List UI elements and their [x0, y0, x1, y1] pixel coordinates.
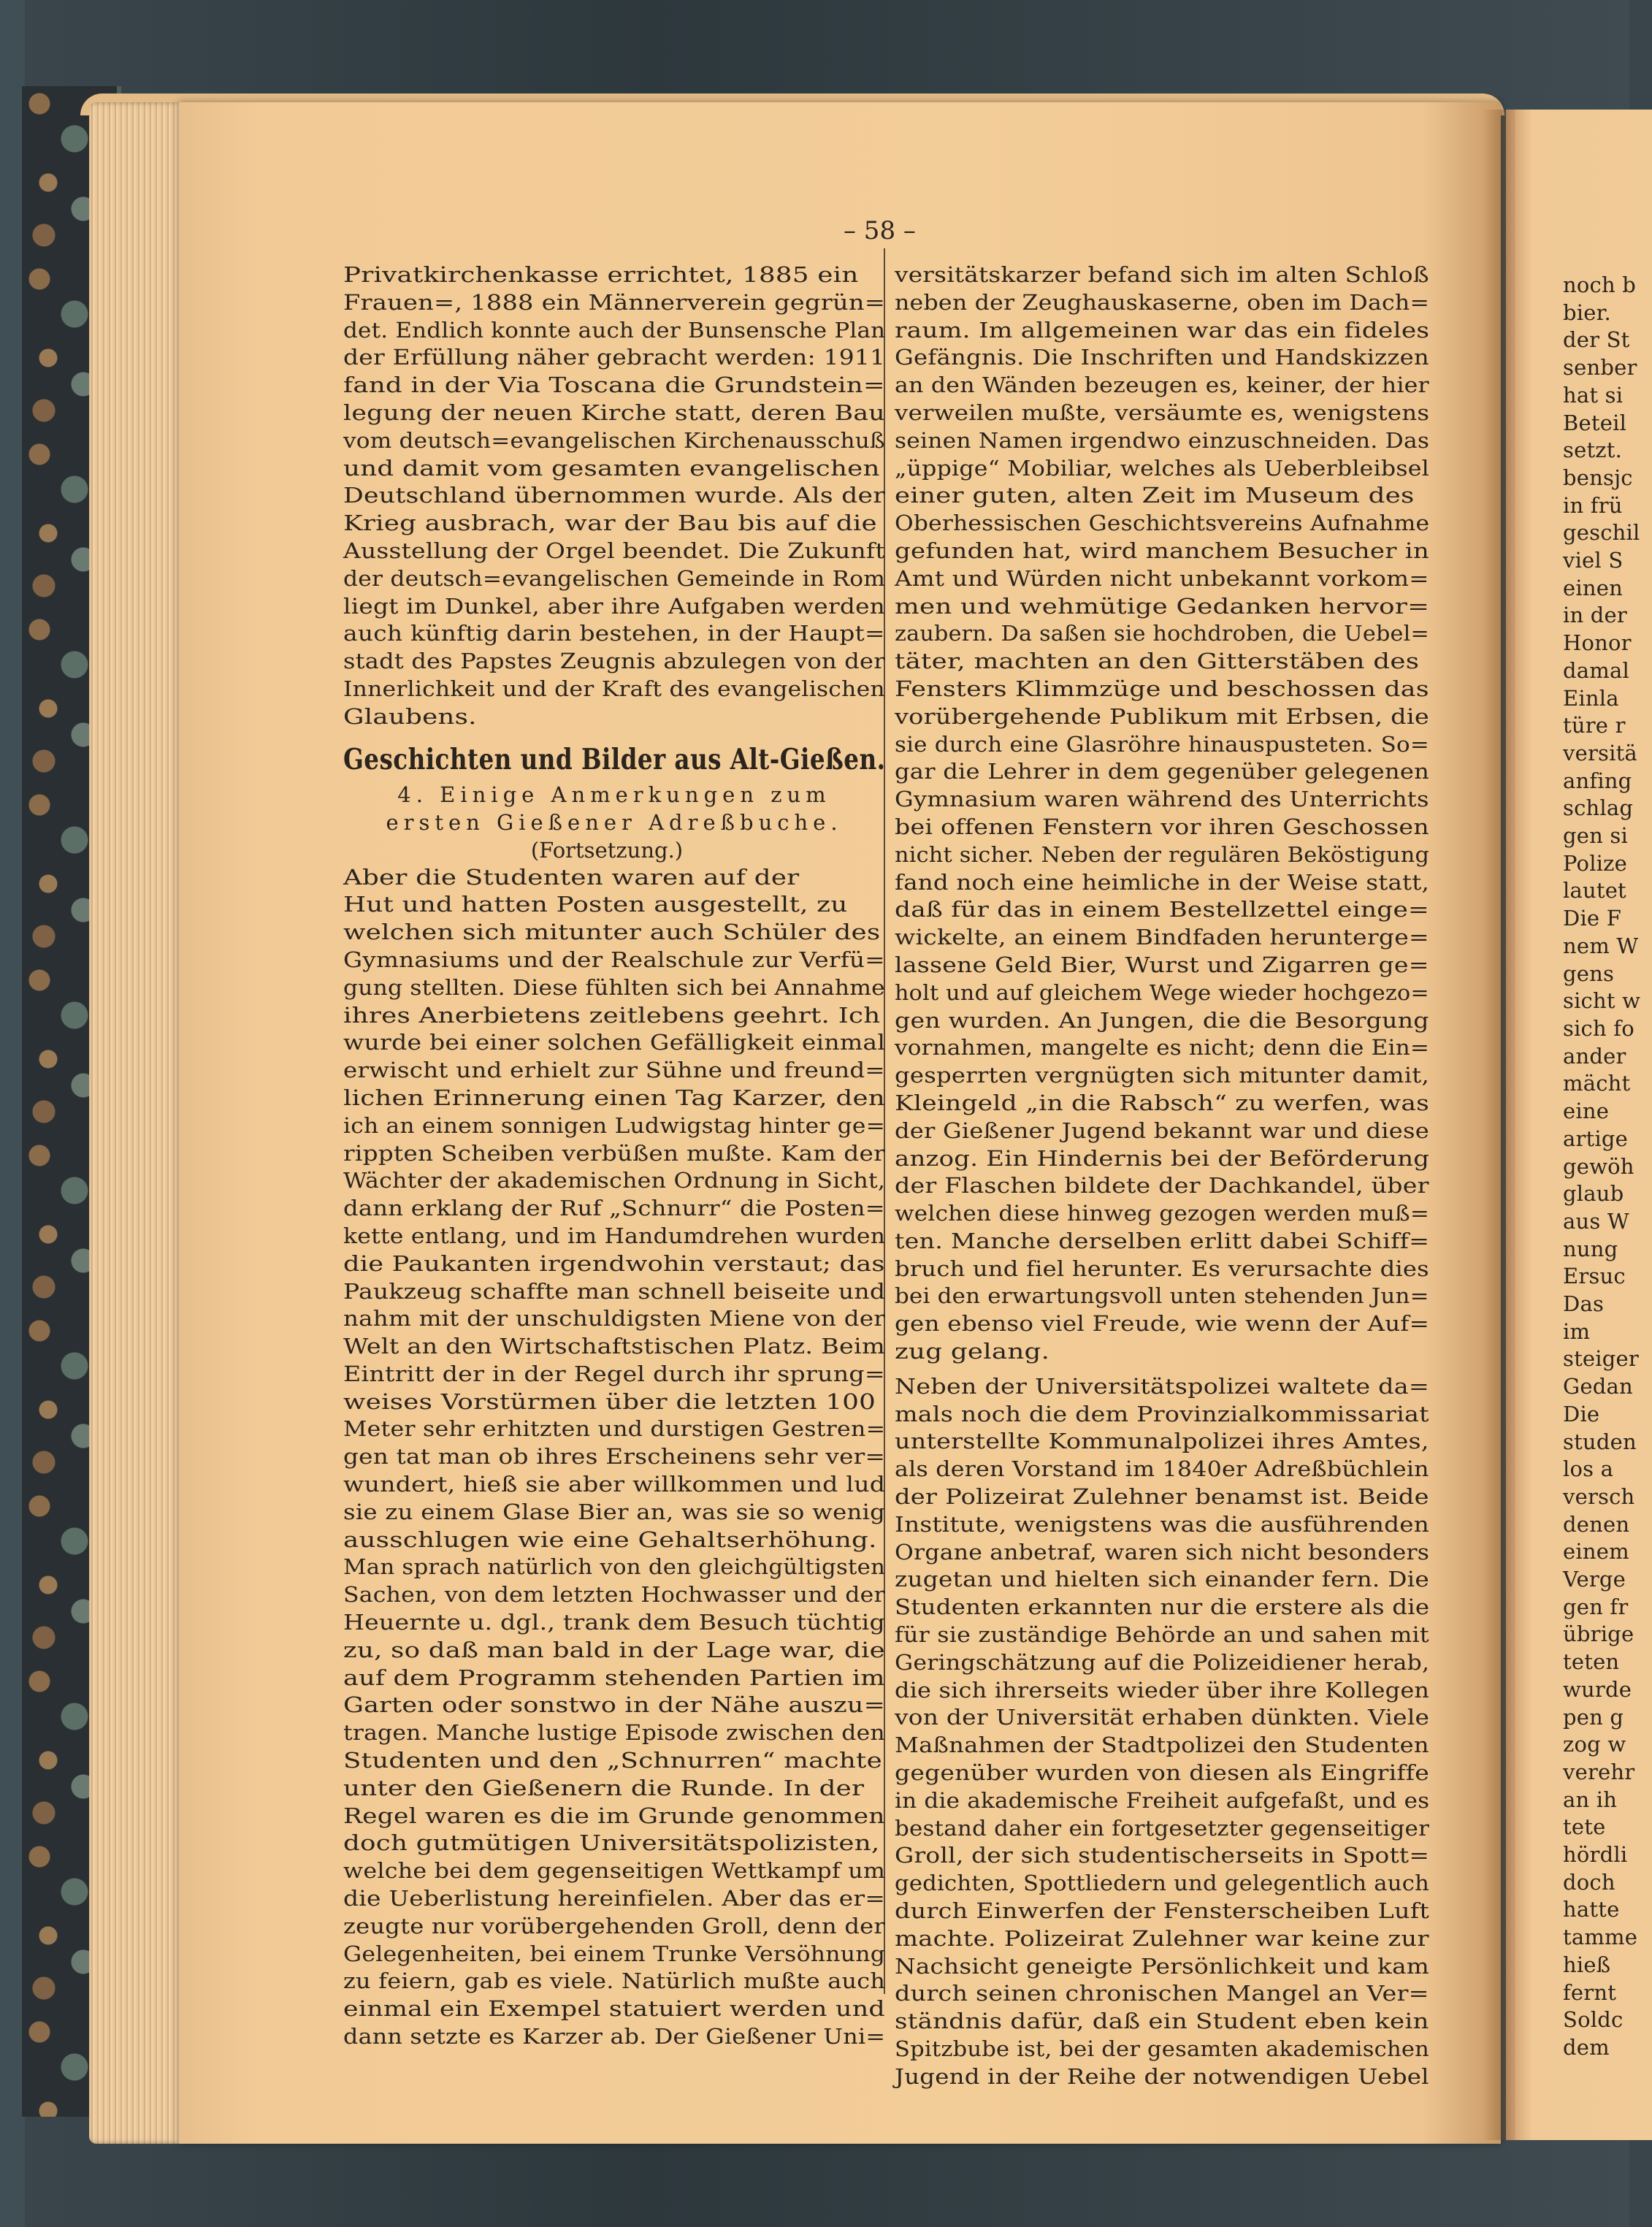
text-line: Spitzbube ist, bei der gesamten akademischen [895, 2037, 1429, 2061]
text-line: gen fr [1563, 1594, 1629, 1619]
text-line: bestand daher ein fortgesetzter gegenseitiger [895, 1816, 1430, 1841]
text-line: lassene Geld Bier, Wurst und Zigarren ge= [895, 952, 1429, 977]
text-line: nung [1563, 1236, 1618, 1261]
text-line: Organe anbetraf, waren sich nicht besonders [895, 1540, 1430, 1565]
text-line: glaub [1563, 1181, 1624, 1207]
text-line: bier. [1563, 299, 1611, 325]
text-line: die Paukanten irgendwohin verstaut; das [343, 1251, 885, 1276]
text-line: aus W [1563, 1208, 1629, 1234]
text-line: sie zu einem Glase Bier an, was sie so wenig [343, 1500, 886, 1524]
text-line: Verge [1563, 1567, 1626, 1592]
text-line: gewöh [1563, 1153, 1634, 1179]
text-line: wurde bei einer solchen Gefälligkeit einmal [343, 1031, 886, 1055]
text-line: verweilen mußte, versäumte es, wenigstens [895, 400, 1430, 425]
text-line: Gelegenheiten, bei einem Trunke Versöhnung [343, 1941, 886, 1966]
text-line: Jugend in der Reihe der notwendigen Uebel [895, 2064, 1429, 2089]
text-line: Deutschland übernommen wurde. Als der [343, 484, 886, 508]
text-line: welche bei dem gegenseitigen Wettkampf um [343, 1859, 886, 1884]
text-line: daß für das in einem Bestellzettel einge= [895, 898, 1430, 922]
text-line: welchen sich mitunter auch Schüler des [343, 920, 881, 945]
text-line: gens [1563, 960, 1615, 986]
text-line: Geringschätzung auf die Polizeidiener herab, [895, 1650, 1430, 1675]
text-line: Institute, wenigstens was die ausführenden [895, 1512, 1430, 1537]
text-line: sie durch eine Glasröhre hinauspusteten. So= [895, 732, 1429, 757]
text-line: Groll, der sich studentischerseits in Spott= [895, 1844, 1430, 1868]
middle-column [895, 261, 1429, 2091]
text-line: dann erklang der Ruf „Schnurr“ die Posten= [343, 1196, 885, 1221]
text-line: türe r [1563, 713, 1626, 738]
text-line: in die akademische Freiheit aufgefaßt, und es [895, 1788, 1430, 1813]
text-line: anzog. Ein Hindernis bei der Beförderung [895, 1146, 1430, 1171]
middle-column-text-part-2 [895, 1373, 1429, 2091]
text-line: der Flaschen bildete der Dachkandel, über [895, 1174, 1429, 1199]
text-line: weises Vorstürmen über die letzten 100 [343, 1389, 876, 1414]
text-line: gen wurden. An Jungen, die die Besorgung [895, 1008, 1429, 1033]
text-line: nahm mit der unschuldigsten Miene von der [343, 1307, 886, 1332]
text-line: zug gelang. [895, 1340, 1050, 1364]
text-line: ten. Manche derselben erlitt dabei Schiff= [895, 1229, 1430, 1253]
text-line: Aber die Studenten waren auf der [343, 865, 800, 890]
text-line: zugetan und hielten sich einander fern. Die [895, 1567, 1430, 1592]
text-line: mächt [1563, 1071, 1631, 1096]
page-stack-edges [89, 102, 191, 2144]
text-line: damal [1563, 657, 1629, 683]
text-line: gesperrten vergnügten sich mitunter damit, [895, 1063, 1429, 1088]
text-line: Wächter der akademischen Ordnung in Sicht, [343, 1169, 886, 1193]
text-line: versitätskarzer befand sich im alten Schloß [895, 263, 1429, 287]
text-line: der Gießener Jugend bekannt war und diese [895, 1118, 1429, 1143]
text-line: hieß [1563, 1952, 1611, 1977]
article-subtitle-line-1: 4. Einige Anmerkungen zum [397, 782, 831, 807]
text-line: auch künftig darin bestehen, in der Haupt= [343, 622, 885, 646]
text-line: im [1563, 1318, 1591, 1344]
text-line: durch seinen chronischen Mangel an Ver= [895, 1982, 1429, 2006]
text-line: men und wehmütige Gedanken hervor= [895, 594, 1430, 619]
text-line: zu, so daß man bald in der Lage war, die [343, 1638, 885, 1662]
text-line: gegenüber wurden von diesen als Eingriffe [895, 1761, 1429, 1786]
text-line: zaubern. Da saßen sie hochdroben, die Uebel= [895, 622, 1430, 646]
text-line: einmal ein Exempel statuiert werden und [343, 1997, 885, 2022]
text-line: det. Endlich konnte auch der Bunsensche Plan [343, 318, 886, 343]
right-column-text [1563, 272, 1641, 2062]
text-line: übrige [1563, 1621, 1634, 1647]
text-line: fernt [1563, 1979, 1617, 2005]
page-number: – 58 – [844, 216, 916, 245]
text-line: Ausstellung der Orgel beendet. Die Zukunft [343, 538, 885, 563]
text-line: Polize [1563, 850, 1627, 876]
text-line: Gefängnis. Die Inschriften und Handskizzen [895, 345, 1429, 370]
text-line: lautet [1563, 878, 1626, 904]
text-line: Ersuc [1563, 1264, 1626, 1289]
text-line: Honor [1563, 630, 1632, 656]
text-line: Gymnasiums und der Realschule zur Verfü= [343, 947, 885, 972]
text-line: der St [1563, 327, 1630, 353]
text-line: wurde [1563, 1676, 1632, 1702]
text-line: gefunden hat, wird manchem Besucher in [895, 538, 1430, 563]
text-line: von der Universität erhaben dünkten. Viele [895, 1705, 1430, 1730]
text-line: hatte [1563, 1897, 1620, 1922]
text-line: viel S [1563, 548, 1624, 573]
left-column [343, 261, 885, 2051]
text-line: erwischt und erhielt zur Sühne und freund= [343, 1058, 885, 1083]
text-line: „üppige“ Mobiliar, welches als Ueberbleibsel [895, 456, 1429, 481]
text-line: pen g [1563, 1704, 1624, 1730]
text-line: Studenten erkannten nur die erstere als die [895, 1595, 1430, 1620]
text-line: versch [1563, 1483, 1635, 1509]
text-line: zu feiern, gab es viele. Natürlich mußte auch [343, 1969, 886, 1994]
text-line: als deren Vorstand im 1840er Adreßbüchlein [895, 1457, 1429, 1482]
text-line: wickelte, an einem Bindfaden herunterge= [895, 925, 1429, 950]
text-line: artige [1563, 1126, 1629, 1151]
text-line: dem [1563, 2035, 1610, 2060]
text-line: gen si [1563, 823, 1628, 849]
text-line: liegt im Dunkel, aber ihre Aufgaben werden [343, 594, 886, 619]
text-line: unter den Gießenern die Runde. In der [343, 1776, 865, 1800]
text-line: Maßnahmen der Stadtpolizei den Studenten [895, 1733, 1429, 1758]
paragraph-gap [895, 1366, 1429, 1373]
text-line: auf dem Programm stehenden Partien im [343, 1665, 885, 1690]
text-line: der Polizeirat Zulehner benamst ist. Beide [895, 1485, 1429, 1510]
text-line: täter, machten an den Gitterstäben des [895, 649, 1420, 674]
text-line: die Ueberlistung hereinfielen. Aber das er= [343, 1887, 886, 1911]
text-line: Regel waren es die im Grunde genommen [343, 1803, 885, 1828]
text-line: setzt. [1563, 438, 1623, 463]
text-line: Beteil [1563, 410, 1627, 435]
text-line: sich fo [1563, 1015, 1634, 1041]
text-line: der deutsch=evangelischen Gemeinde in Rom [343, 566, 886, 591]
text-line: geschil [1563, 520, 1640, 546]
text-line: Krieg ausbrach, war der Bau bis auf die [343, 511, 877, 536]
text-line: bei offenen Fenstern vor ihren Geschossen [895, 814, 1429, 839]
text-line: los a [1563, 1456, 1614, 1482]
text-line: bruch und fiel herunter. Es verursachte dies [895, 1256, 1429, 1281]
text-line: an ih [1563, 1787, 1618, 1812]
text-line: Amt und Würden nicht unbekannt vorkom= [895, 566, 1429, 591]
text-line: Gymnasium waren während des Unterrichts [895, 787, 1429, 812]
text-line: Fensters Klimmzüge und beschossen das [895, 676, 1429, 701]
text-line: vom deutsch=evangelischen Kirchenausschuß [343, 428, 885, 453]
text-line: Kleingeld „in die Rabsch“ zu werfen, was [895, 1090, 1430, 1115]
text-line: studen [1563, 1429, 1637, 1454]
text-line: Nachsicht geneigte Persönlichkeit und kam [895, 1954, 1430, 1979]
text-line: die sich ihrerseits wieder über ihre Kollegen [895, 1678, 1430, 1703]
text-line: mals noch die dem Provinzialkommissariat [895, 1402, 1429, 1426]
text-line: Meter sehr erhitzten und durstigen Gestren= [343, 1417, 886, 1442]
text-line: in frü [1563, 492, 1623, 518]
text-line: holt und auf gleichem Wege wieder hochgezo= [895, 980, 1429, 1005]
text-line: in der [1563, 603, 1627, 628]
section-heading: Geschichten und Bilder aus Alt-Gießen. [343, 742, 886, 776]
text-line: Gedan [1563, 1374, 1633, 1399]
text-line: Welt an den Wirtschaftstischen Platz. Beim [343, 1334, 885, 1359]
text-line: für sie zuständige Behörde an und sahen mit [895, 1623, 1429, 1648]
text-line: seinen Namen irgendwo einzuschneiden. Das [895, 428, 1430, 453]
text-line: gen ebenso viel Freude, wie wenn der Auf= [895, 1312, 1430, 1337]
text-line: einer guten, alten Zeit im Museum des [895, 484, 1415, 508]
text-line: fand in der Via Toscana die Grundstein= [343, 373, 885, 398]
text-line: einem [1563, 1539, 1629, 1565]
text-line: denen [1563, 1511, 1630, 1537]
text-line: senber [1563, 355, 1637, 381]
text-line: Die F [1563, 906, 1622, 931]
left-column-text-before-heading [343, 261, 885, 731]
text-line: Sachen, von dem letzten Hochwasser und der [343, 1583, 885, 1608]
text-line: Man sprach natürlich von den gleichgültigsten [343, 1555, 886, 1580]
text-line: bei den erwartungsvoll unten stehenden Jun= [895, 1284, 1429, 1309]
text-line: zeugte nur vorübergehenden Groll, denn der [343, 1914, 885, 1938]
continuation-note: (Fortsetzung.) [530, 837, 684, 863]
text-line: versitä [1563, 740, 1637, 765]
text-line: unterstellte Kommunalpolizei ihres Amtes, [895, 1429, 1429, 1454]
text-line: Privatkirchenkasse errichtet, 1885 ein [343, 263, 859, 287]
text-line: doch gutmütigen Universitätspolizisten, [343, 1831, 880, 1856]
text-line: ihres Anerbietens zeitlebens geehrt. Ich [343, 1003, 881, 1028]
text-line: neben der Zeughauskaserne, oben im Dach= [895, 290, 1430, 315]
text-line: noch b [1563, 272, 1637, 297]
book-spine-strip [0, 0, 25, 2227]
text-line: Das [1563, 1291, 1605, 1317]
text-line: ich an einem sonnigen Ludwigstag hinter ge= [343, 1113, 886, 1138]
text-line: und damit vom gesamten evangelischen [343, 456, 880, 481]
middle-column-text-part-1 [895, 261, 1429, 1366]
text-line: Eintritt der in der Regel durch ihr sprung= [343, 1361, 886, 1386]
text-line: an den Wänden bezeugen es, keiner, der hier [895, 373, 1429, 398]
text-line: Die [1563, 1401, 1600, 1426]
right-column-cropped [1563, 272, 1641, 2062]
text-line: Garten oder sonstwo in der Nähe auszu= [343, 1693, 886, 1718]
text-line: ausschlugen wie eine Gehaltserhöhung. [343, 1527, 877, 1552]
text-line: einen [1563, 575, 1623, 600]
text-line: eine [1563, 1099, 1610, 1124]
text-line: welchen diese hinweg gezogen werden muß= [895, 1202, 1430, 1226]
text-line: der Erfüllung näher gebracht werden: 1911 [343, 345, 886, 370]
text-line: tamme [1563, 1925, 1638, 1950]
text-line: kette entlang, und im Handumdrehen wurden [343, 1223, 886, 1248]
text-line: rippten Scheiben verbüßen mußte. Kam der [343, 1141, 886, 1166]
left-column-text-after-heading [343, 864, 885, 2051]
text-line: teten [1563, 1649, 1620, 1675]
text-line: Innerlichkeit und der Kraft des evangelischen [343, 676, 885, 701]
text-line: vornahmen, mangelte es nicht; denn die Ein= [895, 1036, 1430, 1061]
text-line: Heuernte u. dgl., trank dem Besuch tüchtig [343, 1611, 885, 1635]
text-line: zog w [1563, 1732, 1626, 1757]
text-line: gen tat man ob ihres Erscheinens sehr ver= [343, 1445, 886, 1470]
text-line: fand noch eine heimliche in der Weise statt, [895, 870, 1430, 895]
text-line: Studenten und den „Schnurren“ machte [343, 1749, 882, 1773]
text-line: verehr [1563, 1759, 1635, 1784]
text-line: Einla [1563, 685, 1619, 711]
text-line: tragen. Manche lustige Episode zwischen den [343, 1721, 885, 1746]
text-line: steiger [1563, 1346, 1639, 1372]
text-line: stadt des Papstes Zeugnis abzulegen von der [343, 649, 885, 674]
text-line: gung stellten. Diese fühlten sich bei Annahme [343, 975, 885, 1000]
text-line: sicht w [1563, 988, 1641, 1014]
text-line: legung der neuen Kirche statt, deren Bau [343, 400, 885, 425]
text-line: hat si [1563, 382, 1624, 408]
text-line: Oberhessischen Geschichtsvereins Aufnahme [895, 511, 1430, 536]
text-line: hördli [1563, 1842, 1628, 1868]
text-line: vorübergehende Publikum mit Erbsen, die [895, 704, 1429, 729]
text-line: durch Einwerfen der Fensterscheiben Luft [895, 1899, 1430, 1924]
text-line: machte. Polizeirat Zulehner war keine zur [895, 1926, 1429, 1951]
text-line: Glaubens. [343, 704, 477, 729]
text-line: bensjc [1563, 465, 1633, 490]
text-line: nicht sicher. Neben der regulären Beköstigung [895, 842, 1430, 867]
text-line: Paukzeug schaffte man schnell beiseite und [343, 1279, 886, 1304]
article-subtitle-line-2: ersten Gießener Adreßbuche. [386, 809, 843, 835]
text-line: gar die Lehrer in dem gegenüber gelegenen [895, 760, 1430, 784]
text-line: schlag [1563, 795, 1634, 821]
text-line: raum. Im allgemeinen war das ein fideles [895, 318, 1430, 343]
text-line: ander [1563, 1043, 1626, 1069]
text-line: lichen Erinnerung einen Tag Karzer, den [343, 1085, 885, 1110]
text-line: dann setzte es Karzer ab. Der Gießener Uni= [343, 2025, 886, 2050]
text-line: Neben der Universitätspolizei waltete da= [895, 1374, 1430, 1399]
text-line: Soldc [1563, 2007, 1624, 2033]
text-line: Hut und hatten Posten ausgestellt, zu [343, 893, 848, 917]
text-line: wundert, hieß sie aber willkommen und lud [343, 1472, 886, 1497]
text-line: tete [1563, 1814, 1606, 1840]
text-line: ständnis dafür, daß ein Student eben kein [895, 2009, 1429, 2034]
text-line: anfing [1563, 768, 1632, 793]
text-line: gedichten, Spottliedern und gelegentlich auch [895, 1871, 1430, 1896]
text-line: nem W [1563, 933, 1639, 958]
text-line: doch [1563, 1869, 1615, 1895]
text-line: Frauen=, 1888 ein Männerverein gegrün= [343, 290, 886, 315]
